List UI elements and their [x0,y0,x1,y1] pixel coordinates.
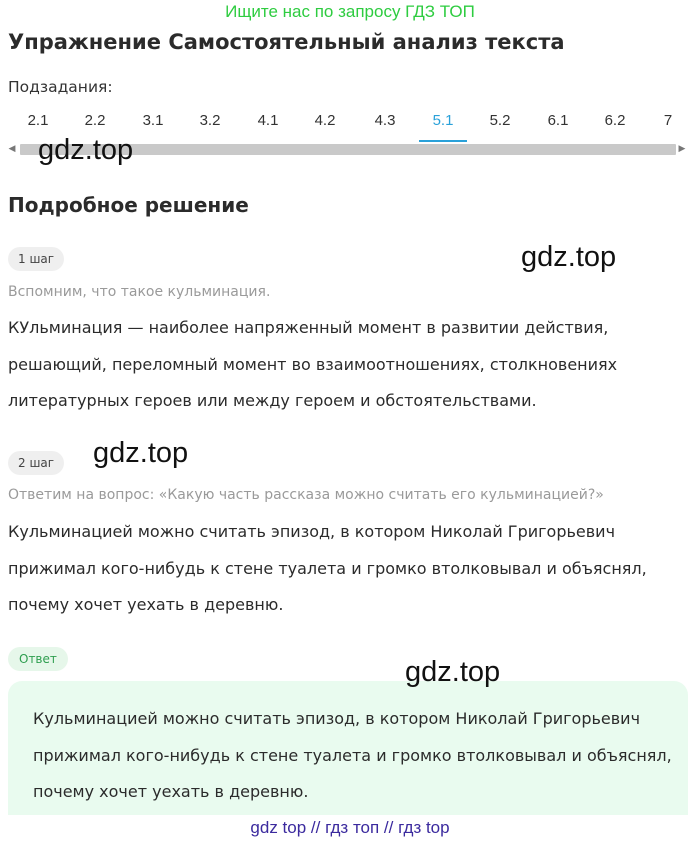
section-title: Подробное решение [8,193,249,217]
answer-box [8,681,688,815]
tab-6-2[interactable]: 6.2 [604,112,626,129]
subtasks-label: Подзадания: [8,78,113,96]
tab-4-3[interactable]: 4.3 [374,112,396,129]
watermark: gdz.top [521,241,617,273]
watermark: gdz.top [93,437,189,469]
answer-badge: Ответ [8,647,68,671]
top-banner: Ищите нас по запросу ГДЗ ТОП [225,2,475,21]
tab-3-1[interactable]: 3.1 [142,112,164,129]
tab-2-1[interactable]: 2.1 [27,112,49,129]
tab-5-1[interactable]: 5.1 [419,108,467,142]
page-title: Упражнение Самостоятельный анализ текста [8,30,565,54]
tab-7[interactable]: 7 [663,112,673,129]
step-badge: 1 шаг [8,247,64,271]
scroll-left-icon[interactable]: ◀ [8,144,16,154]
step-text: КУльминация — наиболее напряженный момент в развитии действия, решающий, переломный момент во взаимоотношениях, столкновениях литературных героев или между героем и обстоятельствами. [8,318,618,410]
footer-links[interactable]: gdz top // гдз топ // гдз top [250,818,450,837]
tab-6-1[interactable]: 6.1 [547,112,569,129]
tab-4-2[interactable]: 4.2 [314,112,336,129]
watermark: gdz.top [405,656,501,688]
watermark: gdz.top [38,134,134,166]
tab-3-2[interactable]: 3.2 [199,112,221,129]
step-text: Кульминацией можно считать эпизод, в котором Николай Григорьевич прижимал кого-нибудь к стене туалета и громко втолковывал и объяснял, почему хочет уехать в деревню. [8,522,647,614]
tab-5-2[interactable]: 5.2 [489,112,511,129]
step-hint: Вспомним, что такое кульминация. [8,284,271,300]
tab-2-2[interactable]: 2.2 [84,112,106,129]
step-hint: Ответим на вопрос: «Какую часть рассказа можно считать его кульминацией?» [8,487,604,503]
step-badge: 2 шаг [8,451,64,475]
tab-4-1[interactable]: 4.1 [257,112,279,129]
answer-text: Кульминацией можно считать эпизод, в котором Николай Григорьевич прижимал кого-нибудь к стене туалета и громко втолковывал и объяснял, почему хочет уехать в деревню. [33,709,672,801]
scroll-right-icon[interactable]: ▶ [678,144,686,154]
